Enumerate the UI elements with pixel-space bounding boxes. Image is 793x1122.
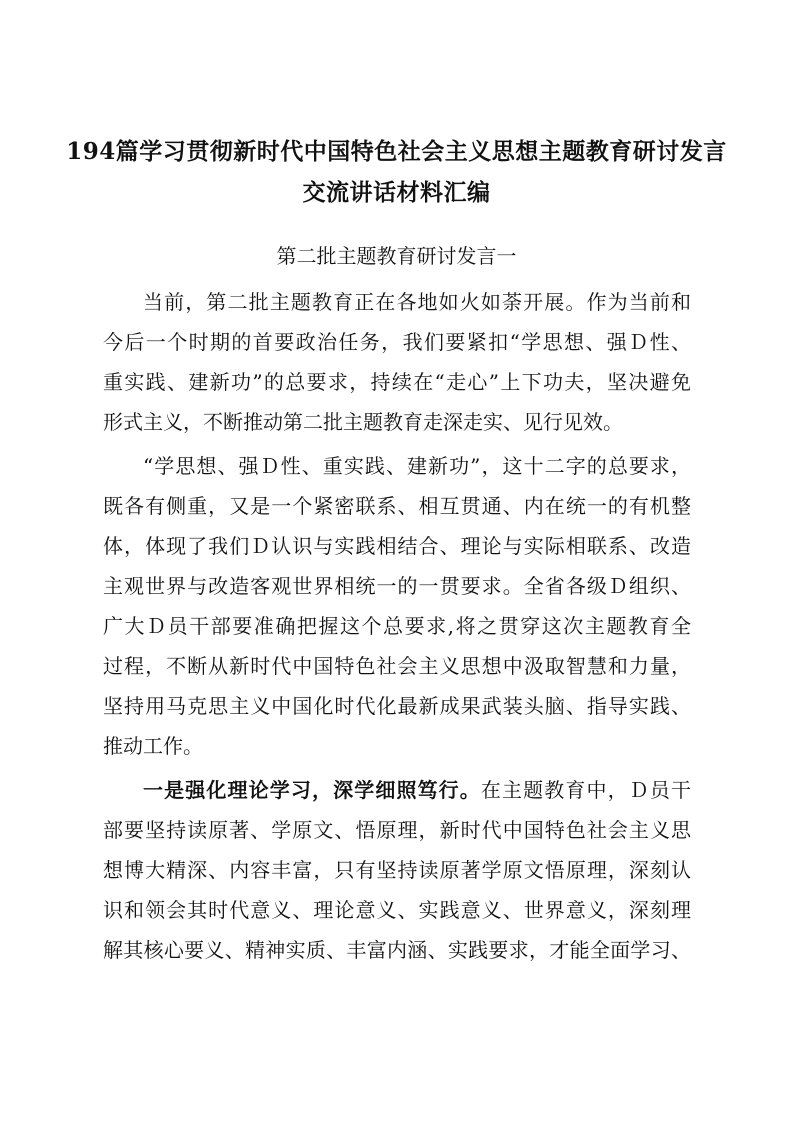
- paragraph-2-line: “学思想、强Ｄ性、重实践、建新功”，这十二字的总要求，: [143, 454, 691, 478]
- paragraph-3-line: 想博大精深、内容丰富，只有坚持读原著学原文悟原理，深刻认: [103, 858, 691, 882]
- paragraph-2-line: 主观世界与改造客观世界相统一的一贯要求。全省各级Ｄ组织、: [103, 574, 691, 598]
- paragraph-3-lead: 一是强化理论学习，深学细照笃行。: [143, 778, 481, 802]
- paragraph-1-line: 当前，第二批主题教育正在各地如火如荼开展。作为当前和: [143, 290, 691, 314]
- document-title-line-2: 交流讲话材料汇编: [302, 179, 491, 206]
- paragraph-2-line: 坚持用马克思主义中国化时代化最新成果武装头脑、指导实践、: [103, 694, 691, 718]
- section-heading: 第二批主题教育研讨发言一: [276, 244, 517, 268]
- paragraph-1-line: 重实践、建新功”的总要求，持续在“走心”上下功夫，坚决避免: [103, 370, 691, 394]
- paragraph-3-line: [143, 776, 691, 804]
- paragraph-1-line: 今后一个时期的首要政治任务，我们要紧扣“学思想、强Ｄ性、: [103, 330, 691, 354]
- paragraph-2-line: 过程，不断从新时代中国特色社会主义思想中汲取智慧和力量，: [103, 654, 691, 678]
- paragraph-2-line: 体，体现了我们Ｄ认识与实践相结合、理论与实际相联系、改造: [103, 534, 691, 558]
- document-title-line-1: 194篇学习贯彻新时代中国特色社会主义思想主题教育研讨发言: [66, 138, 727, 165]
- paragraph-3-line: 解其核心要义、精神实质、丰富内涵、实践要求，才能全面学习、: [103, 938, 691, 962]
- paragraph-2-line: 既各有侧重，又是一个紧密联系、相互贯通、内在统一的有机整: [103, 494, 691, 518]
- paragraph-3-line: 识和领会其时代意义、理论意义、实践意义、世界意义，深刻理: [103, 898, 691, 922]
- paragraph-3-text: 在主题教育中，Ｄ员干: [480, 778, 692, 802]
- paragraph-2-line: 推动工作。: [103, 734, 203, 758]
- paragraph-3-line: 部要坚持读原著、学原文、悟原理，新时代中国特色社会主义思: [103, 818, 691, 842]
- paragraph-1-line: 形式主义，不断推动第二批主题教育走深走实、见行见效。: [103, 410, 623, 434]
- paragraph-2-line: 广大Ｄ员干部要准确把握这个总要求,将之贯穿这次主题教育全: [103, 614, 691, 638]
